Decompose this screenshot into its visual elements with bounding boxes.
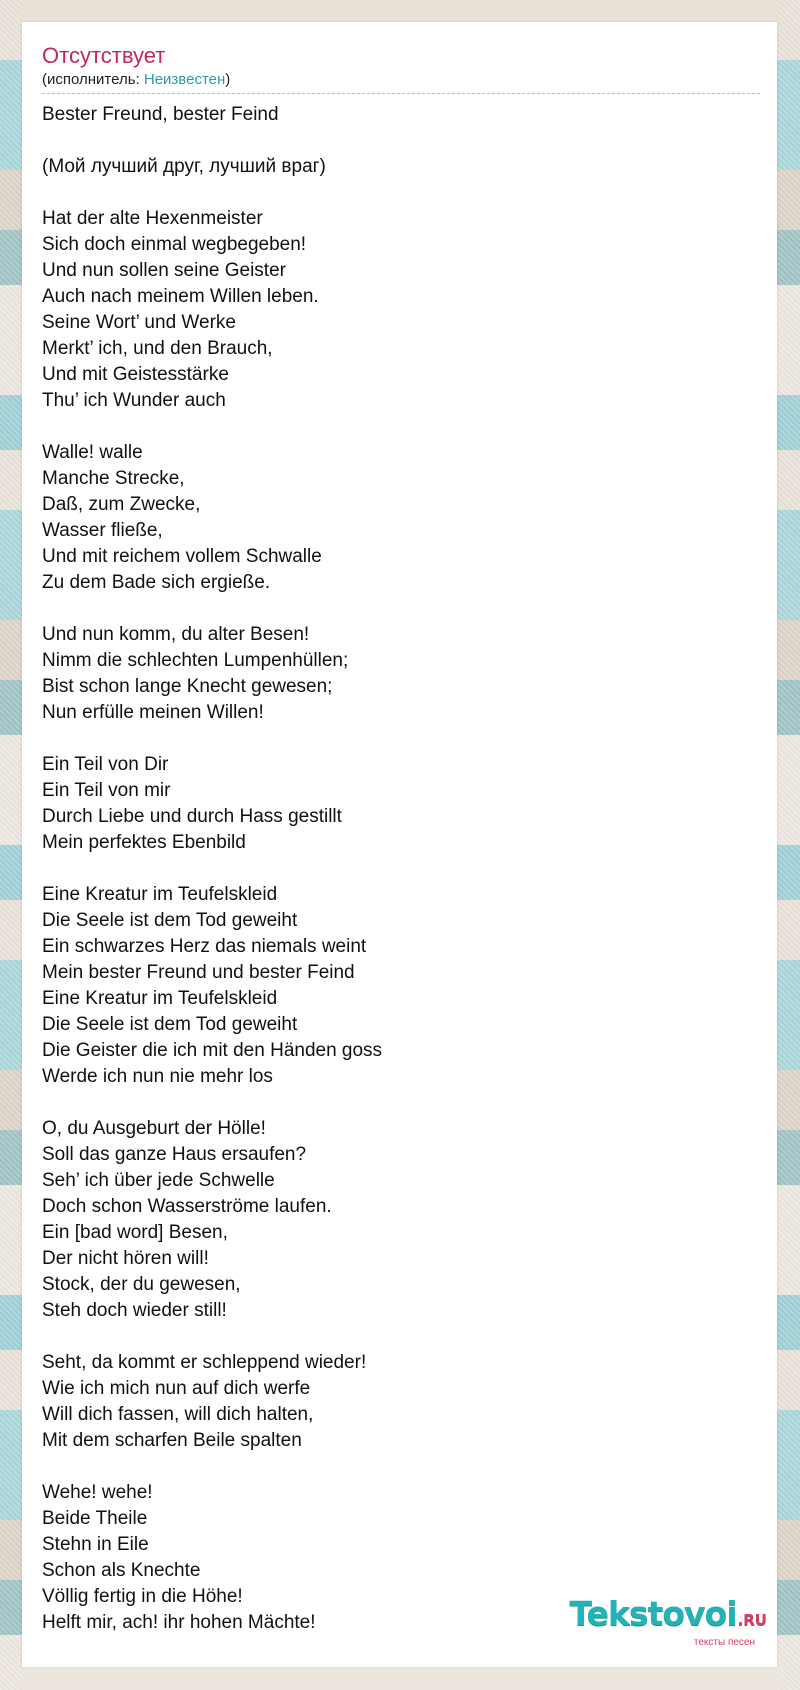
lyric-line: Wie ich mich nun auf dich werfe	[42, 1378, 311, 1399]
lyric-line: Die Geister die ich mit den Händen goss	[42, 1040, 383, 1061]
lyric-line: Der nicht hören will!	[42, 1248, 209, 1269]
lyric-line: Bist schon lange Knecht gewesen;	[42, 676, 333, 697]
logo-tld: .RU	[737, 1611, 767, 1629]
lyric-line: Daß, zum Zwecke,	[42, 494, 201, 515]
lyric-line: Ein [bad word] Besen,	[42, 1222, 228, 1243]
lyric-line: Seine Wort’ und Werke	[42, 312, 236, 333]
lyric-line: Doch schon Wasserströme laufen.	[42, 1196, 332, 1217]
song-header	[42, 42, 760, 94]
lyric-block	[42, 752, 742, 856]
lyric-line: Eine Kreatur im Teufelskleid	[42, 988, 278, 1009]
lyric-line: Völlig fertig in die Höhe!	[42, 1586, 243, 1607]
lyric-line: Ein Teil von Dir	[42, 754, 169, 775]
lyric-line: Wasser fließe,	[42, 520, 163, 541]
lyric-line: Und nun sollen seine Geister	[42, 260, 286, 281]
lyric-block	[42, 1350, 742, 1454]
lyric-line: Und mit reichem vollem Schwalle	[42, 546, 322, 567]
lyric-line: Die Seele ist dem Tod geweiht	[42, 1014, 298, 1035]
lyric-line: Und mit Geistesstärke	[42, 364, 229, 385]
lyric-line: Sich doch einmal wegbegeben!	[42, 234, 307, 255]
lyric-line: Nun erfülle meinen Willen!	[42, 702, 264, 723]
lyric-line: Nimm die schlechten Lumpenhüllen;	[42, 650, 349, 671]
lyric-line: Bester Freund, bester Feind	[42, 104, 279, 125]
lyric-line: Wehe! wehe!	[42, 1482, 153, 1503]
lyric-line: Werde ich nun nie mehr los	[42, 1066, 273, 1087]
lyric-block	[42, 206, 742, 414]
artist-prefix: (исполнитель:	[42, 71, 144, 88]
lyric-block	[42, 882, 742, 1090]
lyric-line: Auch nach meinem Willen leben.	[42, 286, 319, 307]
lyric-line: Durch Liebe und durch Hass gestillt	[42, 806, 342, 827]
lyric-line: Thu’ ich Wunder auch	[42, 390, 226, 411]
logo-subtitle: тексты песен	[693, 1637, 755, 1648]
lyric-block	[42, 102, 742, 128]
lyric-line: (Мой лучший друг, лучший враг)	[42, 156, 326, 177]
lyric-block	[42, 1116, 742, 1324]
artist-line	[42, 70, 760, 90]
lyric-line: Steh doch wieder still!	[42, 1300, 227, 1321]
lyric-line: Hat der alte Hexenmeister	[42, 208, 263, 229]
lyric-line: Die Seele ist dem Tod geweiht	[42, 910, 298, 931]
lyric-line: Beide Theile	[42, 1508, 148, 1529]
lyric-line: Mein bester Freund und bester Feind	[42, 962, 355, 983]
artist-link[interactable]: Неизвестен	[143, 71, 226, 88]
lyric-line: Helft mir, ach! ihr hohen Mächte!	[42, 1612, 316, 1633]
lyric-line: Schon als Knechte	[42, 1560, 201, 1581]
lyric-line: Walle! walle	[42, 442, 143, 463]
lyric-block	[42, 622, 742, 726]
lyrics-card	[22, 22, 777, 1667]
lyric-block	[42, 154, 742, 180]
lyric-line: Ein Teil von mir	[42, 780, 171, 801]
song-title: Отсутствует	[42, 43, 166, 68]
lyric-block	[42, 440, 742, 596]
lyric-line: Mein perfektes Ebenbild	[42, 832, 246, 853]
site-logo[interactable]	[557, 1594, 767, 1648]
lyric-line: O, du Ausgeburt der Hölle!	[42, 1118, 266, 1139]
logo-wordmark	[557, 1594, 767, 1637]
lyric-line: Eine Kreatur im Teufelskleid	[42, 884, 278, 905]
lyric-line: Ein schwarzes Herz das niemals weint	[42, 936, 367, 957]
artist-suffix: )	[225, 71, 231, 88]
lyric-line: Stock, der du gewesen,	[42, 1274, 241, 1295]
lyrics-text	[42, 102, 742, 1662]
lyric-line: Und nun komm, du alter Besen!	[42, 624, 310, 645]
lyric-line: Will dich fassen, will dich halten,	[42, 1404, 314, 1425]
lyric-line: Merkt’ ich, und den Brauch,	[42, 338, 273, 359]
logo-name: Tekstovoi	[569, 1594, 737, 1633]
lyric-line: Manche Strecke,	[42, 468, 185, 489]
lyric-line: Soll das ganze Haus ersaufen?	[42, 1144, 307, 1165]
lyric-line: Seh’ ich über jede Schwelle	[42, 1170, 275, 1191]
lyric-line: Seht, da kommt er schleppend wieder!	[42, 1352, 367, 1373]
lyric-line: Zu dem Bade sich ergieße.	[42, 572, 271, 593]
lyric-line: Stehn in Eile	[42, 1534, 149, 1555]
lyric-line: Mit dem scharfen Beile spalten	[42, 1430, 302, 1451]
